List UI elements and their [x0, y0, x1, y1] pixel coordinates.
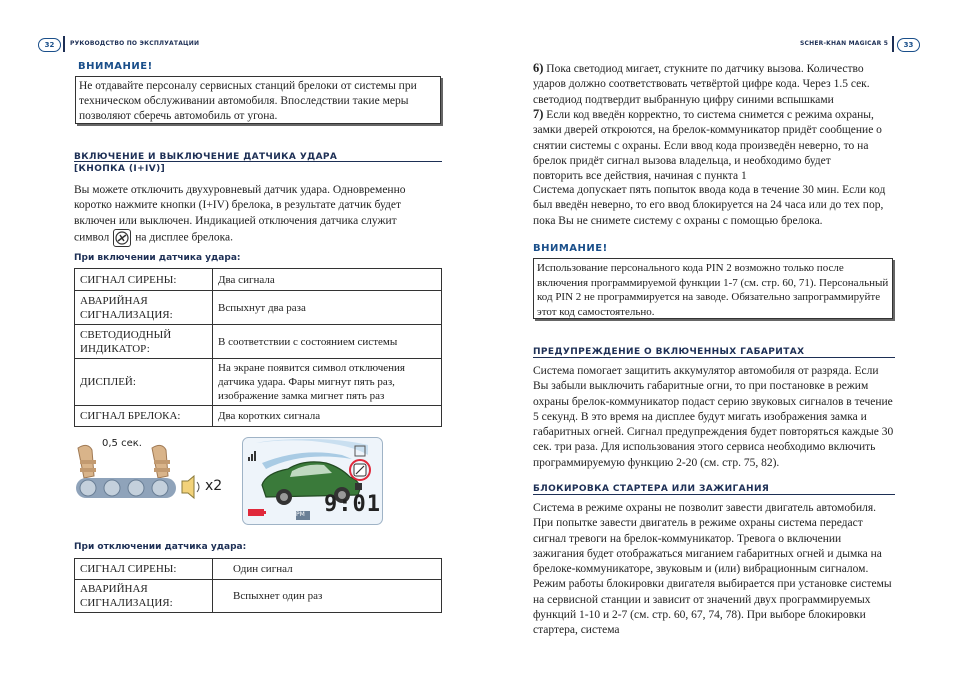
table-row	[75, 269, 442, 291]
left-warning-text: Не отдавайте персоналу сервисных станций брелоки от системы при техническом обслуживании автомобиля. Впоследствии такие меры позволяют сберечь автомобиль от угона.	[79, 80, 417, 122]
table-cell: Два сигнала	[213, 269, 442, 291]
table-cell: АВАРИЙНАЯ СИГНАЛИЗАЦИЯ:	[75, 291, 213, 325]
table-cell: На экране появится символ отключения датчика удара. Фары мигнут пять раз, изображение замка мигнет пять раз	[213, 359, 442, 406]
table-cell: СВЕТОДИОДНЫЙ ИНДИКАТОР:	[75, 325, 213, 359]
left-warning-box	[75, 76, 441, 124]
shock-sensor-paragraph	[74, 183, 409, 247]
step-number: 7)	[533, 107, 544, 121]
off-table	[74, 558, 442, 613]
table-cell: СИГНАЛ СИРЕНЫ:	[75, 559, 213, 580]
step-text: Если код введён корректно, то система снимется с режима охраны, замки дверей откроются, на брелок-коммуникатор придёт сообщение о снятии системы с охраны. Если ввод кода произведён неверно, то на брелок придёт сигнал вызова владельца, и необходимо будет повторить все действия, начиная с пункта 1	[533, 109, 882, 183]
step-number: 6)	[533, 61, 544, 75]
off-table-title: При отключении датчика удара:	[74, 542, 247, 552]
left-page-number: 32	[38, 38, 61, 52]
table-row	[75, 580, 442, 613]
section-shock-sensor-subtitle: [КНОПКА (I+IV)]	[74, 164, 166, 174]
on-table-title: При включении датчика удара:	[74, 253, 241, 263]
table-cell: СИГНАЛ БРЕЛОКА:	[75, 406, 213, 427]
right-warning-box	[533, 258, 893, 319]
table-row	[75, 291, 442, 325]
table-cell: Один сигнал	[213, 559, 442, 580]
right-running-title: SCHER-KHAN MAGICAR 5	[800, 40, 889, 47]
step-text: Пока светодиод мигает, стукните по датчику вызова. Количество ударов должно соответствовать четвёртой цифре кода. Через 1.5 сек. светодиод подтвердит выбранную цифру синими вспышками	[533, 63, 870, 106]
left-warning-title: ВНИМАНИЕ!	[78, 61, 153, 72]
section-lights-title: ПРЕДУПРЕЖДЕНИЕ О ВКЛЮЧЕННЫХ ГАБАРИТАХ	[533, 347, 805, 357]
shock-paragraph-text: Вы можете отключить двухуровневый датчик удара. Одновременно коротко нажмите кнопки (I+IV) брелока, в результате датчик будет включен или выключен. Индикацией отключения датчика служит символ	[74, 184, 406, 244]
shock-off-icon	[113, 229, 131, 247]
header-divider	[892, 36, 894, 52]
table-row	[75, 359, 442, 406]
section-block-title: БЛОКИРОВКА СТАРТЕРА ИЛИ ЗАЖИГАНИЯ	[533, 484, 770, 494]
table-cell: АВАРИЙНАЯ СИГНАЛИЗАЦИЯ:	[75, 580, 213, 613]
table-row	[75, 406, 442, 427]
table-cell: Два коротких сигнала	[213, 406, 442, 427]
attempts-paragraph: Система допускает пять попыток ввода кода в течение 30 мин. Если код был введён неверно, то его ввод блокируется на 24 часа или до тех пор, пока Вы не снимете систему с охраны с помощью брелока.	[533, 184, 886, 227]
right-page-number: 33	[897, 38, 920, 52]
section-rule	[533, 494, 895, 495]
table-cell: В соответствии с состоянием системы	[213, 325, 442, 359]
section-rule	[74, 161, 442, 162]
table-cell: Вспыхнет один раз	[213, 580, 442, 613]
shock-paragraph-tail: на дисплее брелока.	[135, 231, 234, 244]
display-clock: 9:01	[324, 492, 381, 517]
step-6	[533, 61, 883, 108]
left-running-title: РУКОВОДСТВО ПО ЭКСПЛУАТАЦИИ	[70, 40, 200, 47]
section-shock-sensor-title: ВКЛЮЧЕНИЕ И ВЫКЛЮЧЕНИЕ ДАТЧИКА УДАРА	[74, 152, 338, 162]
table-row	[75, 559, 442, 580]
table-cell: СИГНАЛ СИРЕНЫ:	[75, 269, 213, 291]
lights-paragraph: Система помогает защитить аккумулятор автомобиля от разряда. Если Вы забыли выключить габаритные огни, то при постановке в режим охраны брелок-коммуникатор подаст серию звуковых сигналов в течение 5 секунд. В это время на дисплее будут мигать изображения замка и габаритных огней. Сигнал предупреждения будет повторяться каждые 30 сек. три раза. Для использования этого сервиса необходимо включить программируемую функцию 2-20 (см. стр. 75, 82).	[533, 365, 894, 469]
table-cell: Вспыхнут два раза	[213, 291, 442, 325]
right-warning-title: ВНИМАНИЕ!	[533, 243, 608, 254]
press-duration-label: 0,5 сек.	[102, 438, 142, 449]
step-7	[533, 107, 883, 184]
table-row	[75, 325, 442, 359]
section-rule	[533, 357, 895, 358]
header-divider	[63, 36, 65, 52]
table-cell: ДИСПЛЕЙ:	[75, 359, 213, 406]
beep-count-label: x2	[205, 478, 223, 494]
block-paragraph: Система в режиме охраны не позволит завести двигатель автомобиля. При попытке завести двигатель в режиме охраны система передаст сигнал тревоги на брелок-коммуникатор. Тревога о включении зажигания будет отображаться миганием габаритных огней и дымка на брелоке-коммуникаторе, звуковым и (или) вибрационным сигналом. Режим работы блокировки двигателя выбирается при установке системы на сервисной станции и зависит от значений двух программируемых функций 1-10 и 2-7 (см. стр. 60, 67, 74, 78). При выборе блокировки стартера, система	[533, 502, 892, 637]
on-table	[74, 268, 442, 427]
right-warning-text: Использование персонального кода PIN 2 возможно только после включения программируемой функции 1-7 (см. стр. 60, 71). Персональный код PIN 2 не программируется на заводе. Обязательно запрограммируйте этот код самостоятельно.	[537, 262, 889, 318]
display-pm-label: PM	[296, 511, 305, 518]
